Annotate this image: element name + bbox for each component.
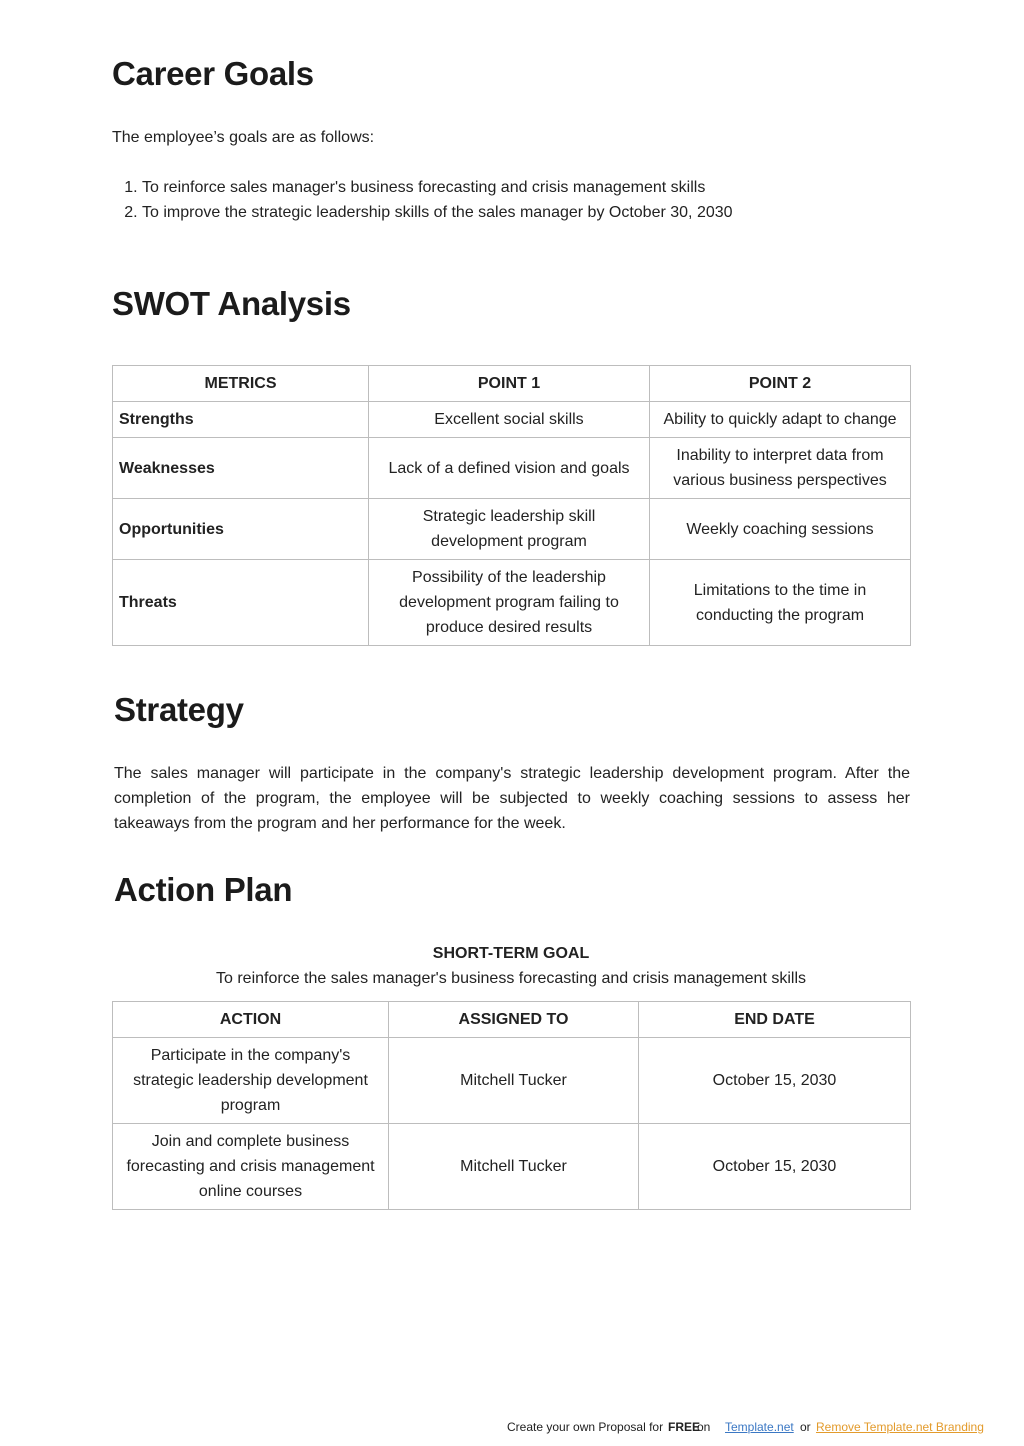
- short-term-goal-text: To reinforce the sales manager's business forecasting and crisis management skills: [216, 970, 806, 987]
- table-row: [113, 402, 911, 438]
- strategy-body: The sales manager will participate in the company's strategic leadership development program. After the completion of the program, the employee will be subjected to weekly coaching sessions to assess her takeaways from the program and her performance for the week.: [114, 765, 910, 832]
- row-point1: Lack of a defined vision and goals: [369, 438, 650, 499]
- row-point2: Ability to quickly adapt to change: [650, 402, 911, 438]
- row-action: Join and complete business forecasting and crisis management online courses: [113, 1124, 389, 1210]
- row-point1: Excellent social skills: [369, 402, 650, 438]
- swot-table: [112, 365, 911, 646]
- list-item: 2. To improve the strategic leadership skills of the sales manager by October 30, 2030: [142, 200, 942, 225]
- strategy-title: Strategy: [114, 691, 244, 728]
- row-assigned: Mitchell Tucker: [389, 1124, 639, 1210]
- row-point2: Weekly coaching sessions: [650, 499, 911, 560]
- table-row: [113, 1038, 911, 1124]
- footer-free: FREE: [668, 1420, 701, 1434]
- row-point2: Inability to interpret data from various business perspectives: [650, 438, 911, 499]
- table-row: [113, 499, 911, 560]
- row-metric: Threats: [113, 560, 369, 646]
- row-metric: Opportunities: [113, 499, 369, 560]
- column-header: METRICS: [113, 366, 369, 402]
- footer-branding: [0, 1418, 1024, 1438]
- column-header: END DATE: [639, 1002, 911, 1038]
- row-action: Participate in the company's strategic leadership development program: [113, 1038, 389, 1124]
- column-header: ACTION: [113, 1002, 389, 1038]
- template-net-link[interactable]: Template.net: [725, 1420, 794, 1434]
- swot-title: SWOT Analysis: [112, 285, 351, 322]
- column-header: POINT 1: [369, 366, 650, 402]
- row-point1: Strategic leadership skill development program: [369, 499, 650, 560]
- table-row: [113, 560, 911, 646]
- column-header: ASSIGNED TO: [389, 1002, 639, 1038]
- action-plan-table: [112, 1001, 911, 1210]
- table-header-row: [113, 366, 911, 402]
- footer-or: or: [800, 1420, 811, 1434]
- table-header-row: [113, 1002, 911, 1038]
- career-goals-list: [112, 175, 942, 225]
- remove-branding-link[interactable]: Remove Template.net Branding: [816, 1420, 984, 1434]
- footer-prefix: Create your own Proposal for: [507, 1420, 664, 1434]
- column-header: POINT 2: [650, 366, 911, 402]
- row-end-date: October 15, 2030: [639, 1124, 911, 1210]
- row-point2: Limitations to the time in conducting the program: [650, 560, 911, 646]
- row-end-date: October 15, 2030: [639, 1038, 911, 1124]
- short-term-goal-label: SHORT-TERM GOAL: [432, 945, 590, 962]
- list-item: 1. To reinforce sales manager's business forecasting and crisis management skills: [142, 175, 942, 200]
- career-goals-intro: The employee’s goals are as follows:: [112, 129, 375, 146]
- row-assigned: Mitchell Tucker: [389, 1038, 639, 1124]
- row-point1: Possibility of the leadership development program failing to produce desired results: [369, 560, 650, 646]
- table-row: [113, 438, 911, 499]
- table-row: [113, 1124, 911, 1210]
- career-goals-title: Career Goals: [112, 55, 314, 92]
- footer-on: on: [697, 1420, 711, 1434]
- row-metric: Strengths: [113, 402, 369, 438]
- row-metric: Weaknesses: [113, 438, 369, 499]
- action-plan-title: Action Plan: [114, 871, 293, 908]
